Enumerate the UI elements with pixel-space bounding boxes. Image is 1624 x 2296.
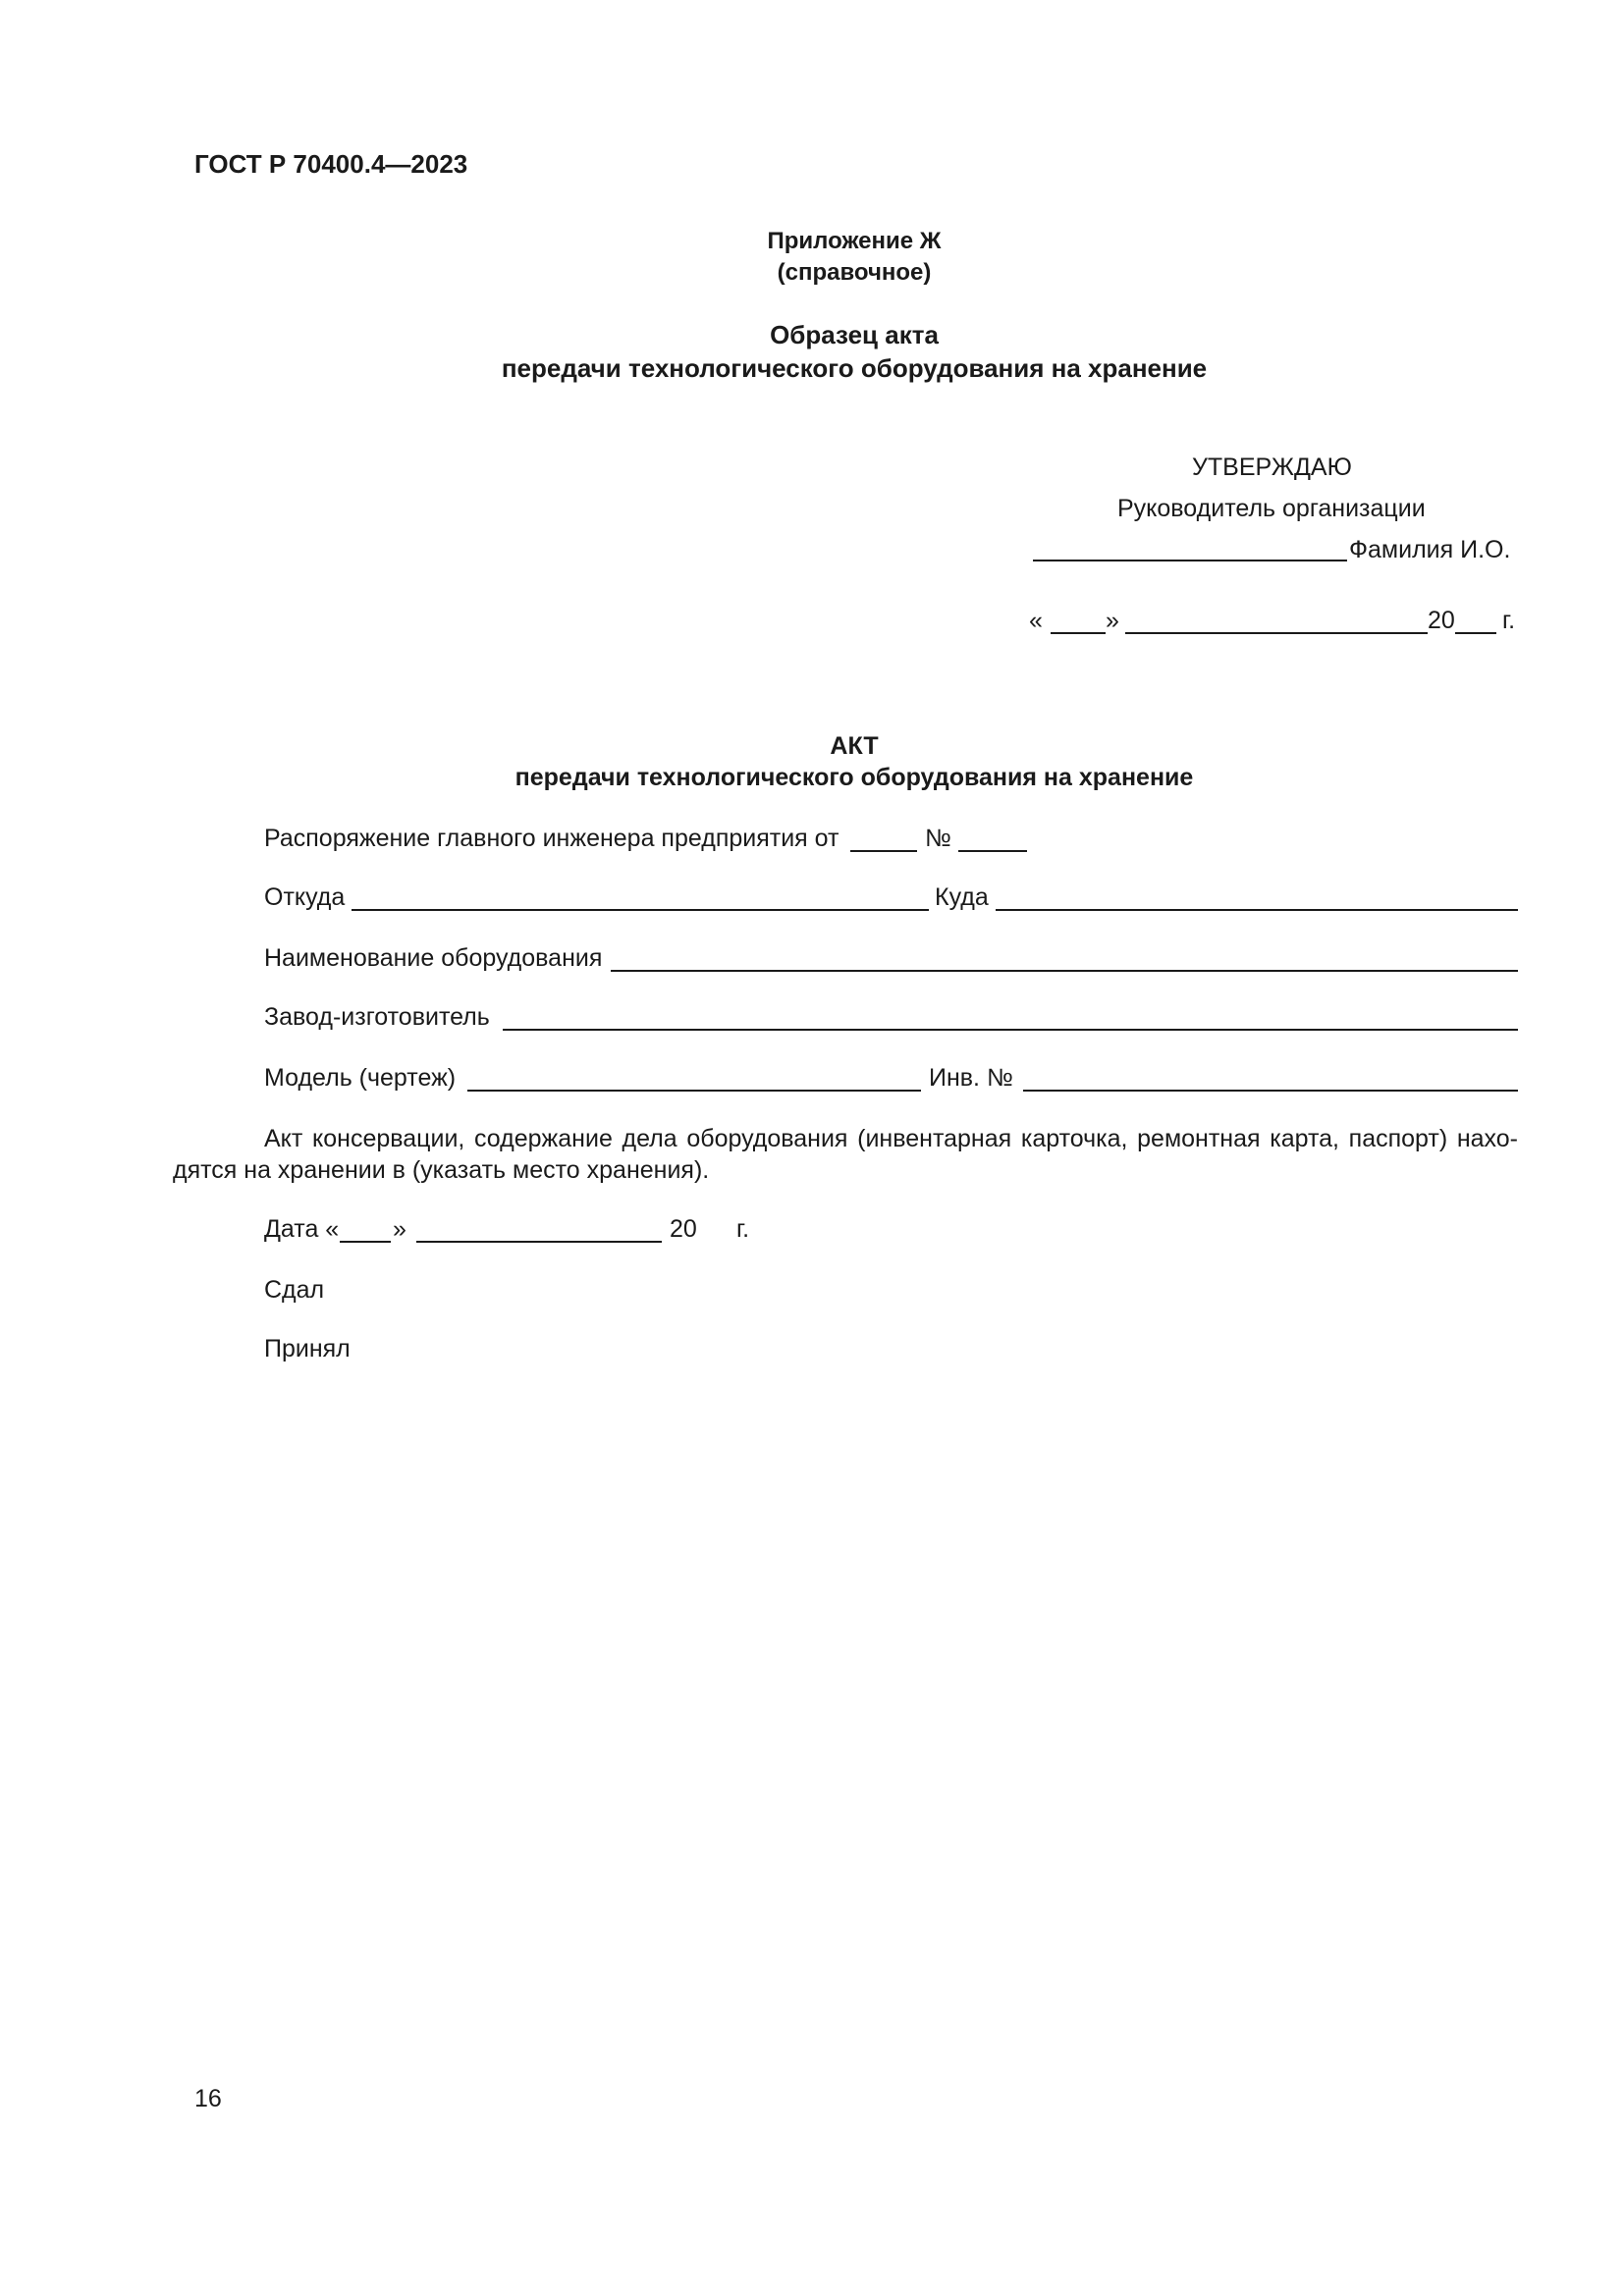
date-close-quote: » [393, 1215, 406, 1243]
from-label: Откуда [264, 883, 346, 911]
inventory-label: Инв. № [929, 1064, 1013, 1092]
approve-label: УТВЕРЖДАЮ [1192, 454, 1352, 481]
storage-paragraph-line-1: Акт консервации, содержание дела оборудования (инвентарная карточка, ремонтная карта, паспорт) нахо- [264, 1125, 1518, 1152]
manufacturer-label: Завод-изготовитель [264, 1003, 490, 1031]
document-code: ГОСТ Р 70400.4—2023 [194, 149, 468, 179]
date-month-line [416, 1241, 662, 1243]
appendix-type: (справочное) [777, 259, 932, 286]
handed-over-label: Сдал [264, 1276, 325, 1304]
approval-year-prefix: 20 [1428, 607, 1455, 634]
equipment-label: Наименование оборудования [264, 944, 603, 972]
sample-title: Образец акта [770, 320, 939, 349]
appendix-title: Приложение Ж [767, 228, 942, 254]
act-subtitle: передачи технологического оборудования на хранение [514, 764, 1194, 791]
approval-year-line [1455, 632, 1496, 634]
from-line [352, 909, 929, 911]
signature-name: Фамилия И.О. [1349, 536, 1511, 563]
sample-subtitle: передачи технологического оборудования на хранение [501, 353, 1208, 383]
approval-date-close-quote: » [1106, 607, 1119, 634]
approval-year-suffix: г. [1502, 607, 1516, 634]
model-label: Модель (чертеж) [264, 1064, 457, 1092]
storage-paragraph-line-2: дятся на хранении в (указать место хранения). [173, 1156, 710, 1184]
received-label: Принял [264, 1335, 351, 1362]
approval-day-line [1051, 632, 1106, 634]
act-title: АКТ [830, 732, 879, 760]
approval-date-open-quote: « [1029, 607, 1043, 634]
approval-month-line [1125, 632, 1428, 634]
approver-position: Руководитель организации [1117, 495, 1426, 522]
order-number-label: № [925, 825, 951, 852]
model-line [467, 1090, 921, 1092]
page-number: 16 [194, 2085, 222, 2112]
date-label: Дата « [264, 1215, 340, 1243]
to-label: Куда [935, 883, 989, 911]
signature-line [1033, 560, 1347, 561]
date-day-line [340, 1241, 391, 1243]
date-year-suffix: г. [736, 1215, 750, 1243]
date-year-prefix: 20 [670, 1215, 697, 1243]
order-number-line [958, 850, 1027, 852]
to-line [996, 909, 1518, 911]
order-label: Распоряжение главного инженера предприятия от [264, 825, 839, 852]
equipment-line [611, 970, 1518, 972]
manufacturer-line [503, 1029, 1518, 1031]
inventory-line [1023, 1090, 1518, 1092]
order-date-line [850, 850, 917, 852]
